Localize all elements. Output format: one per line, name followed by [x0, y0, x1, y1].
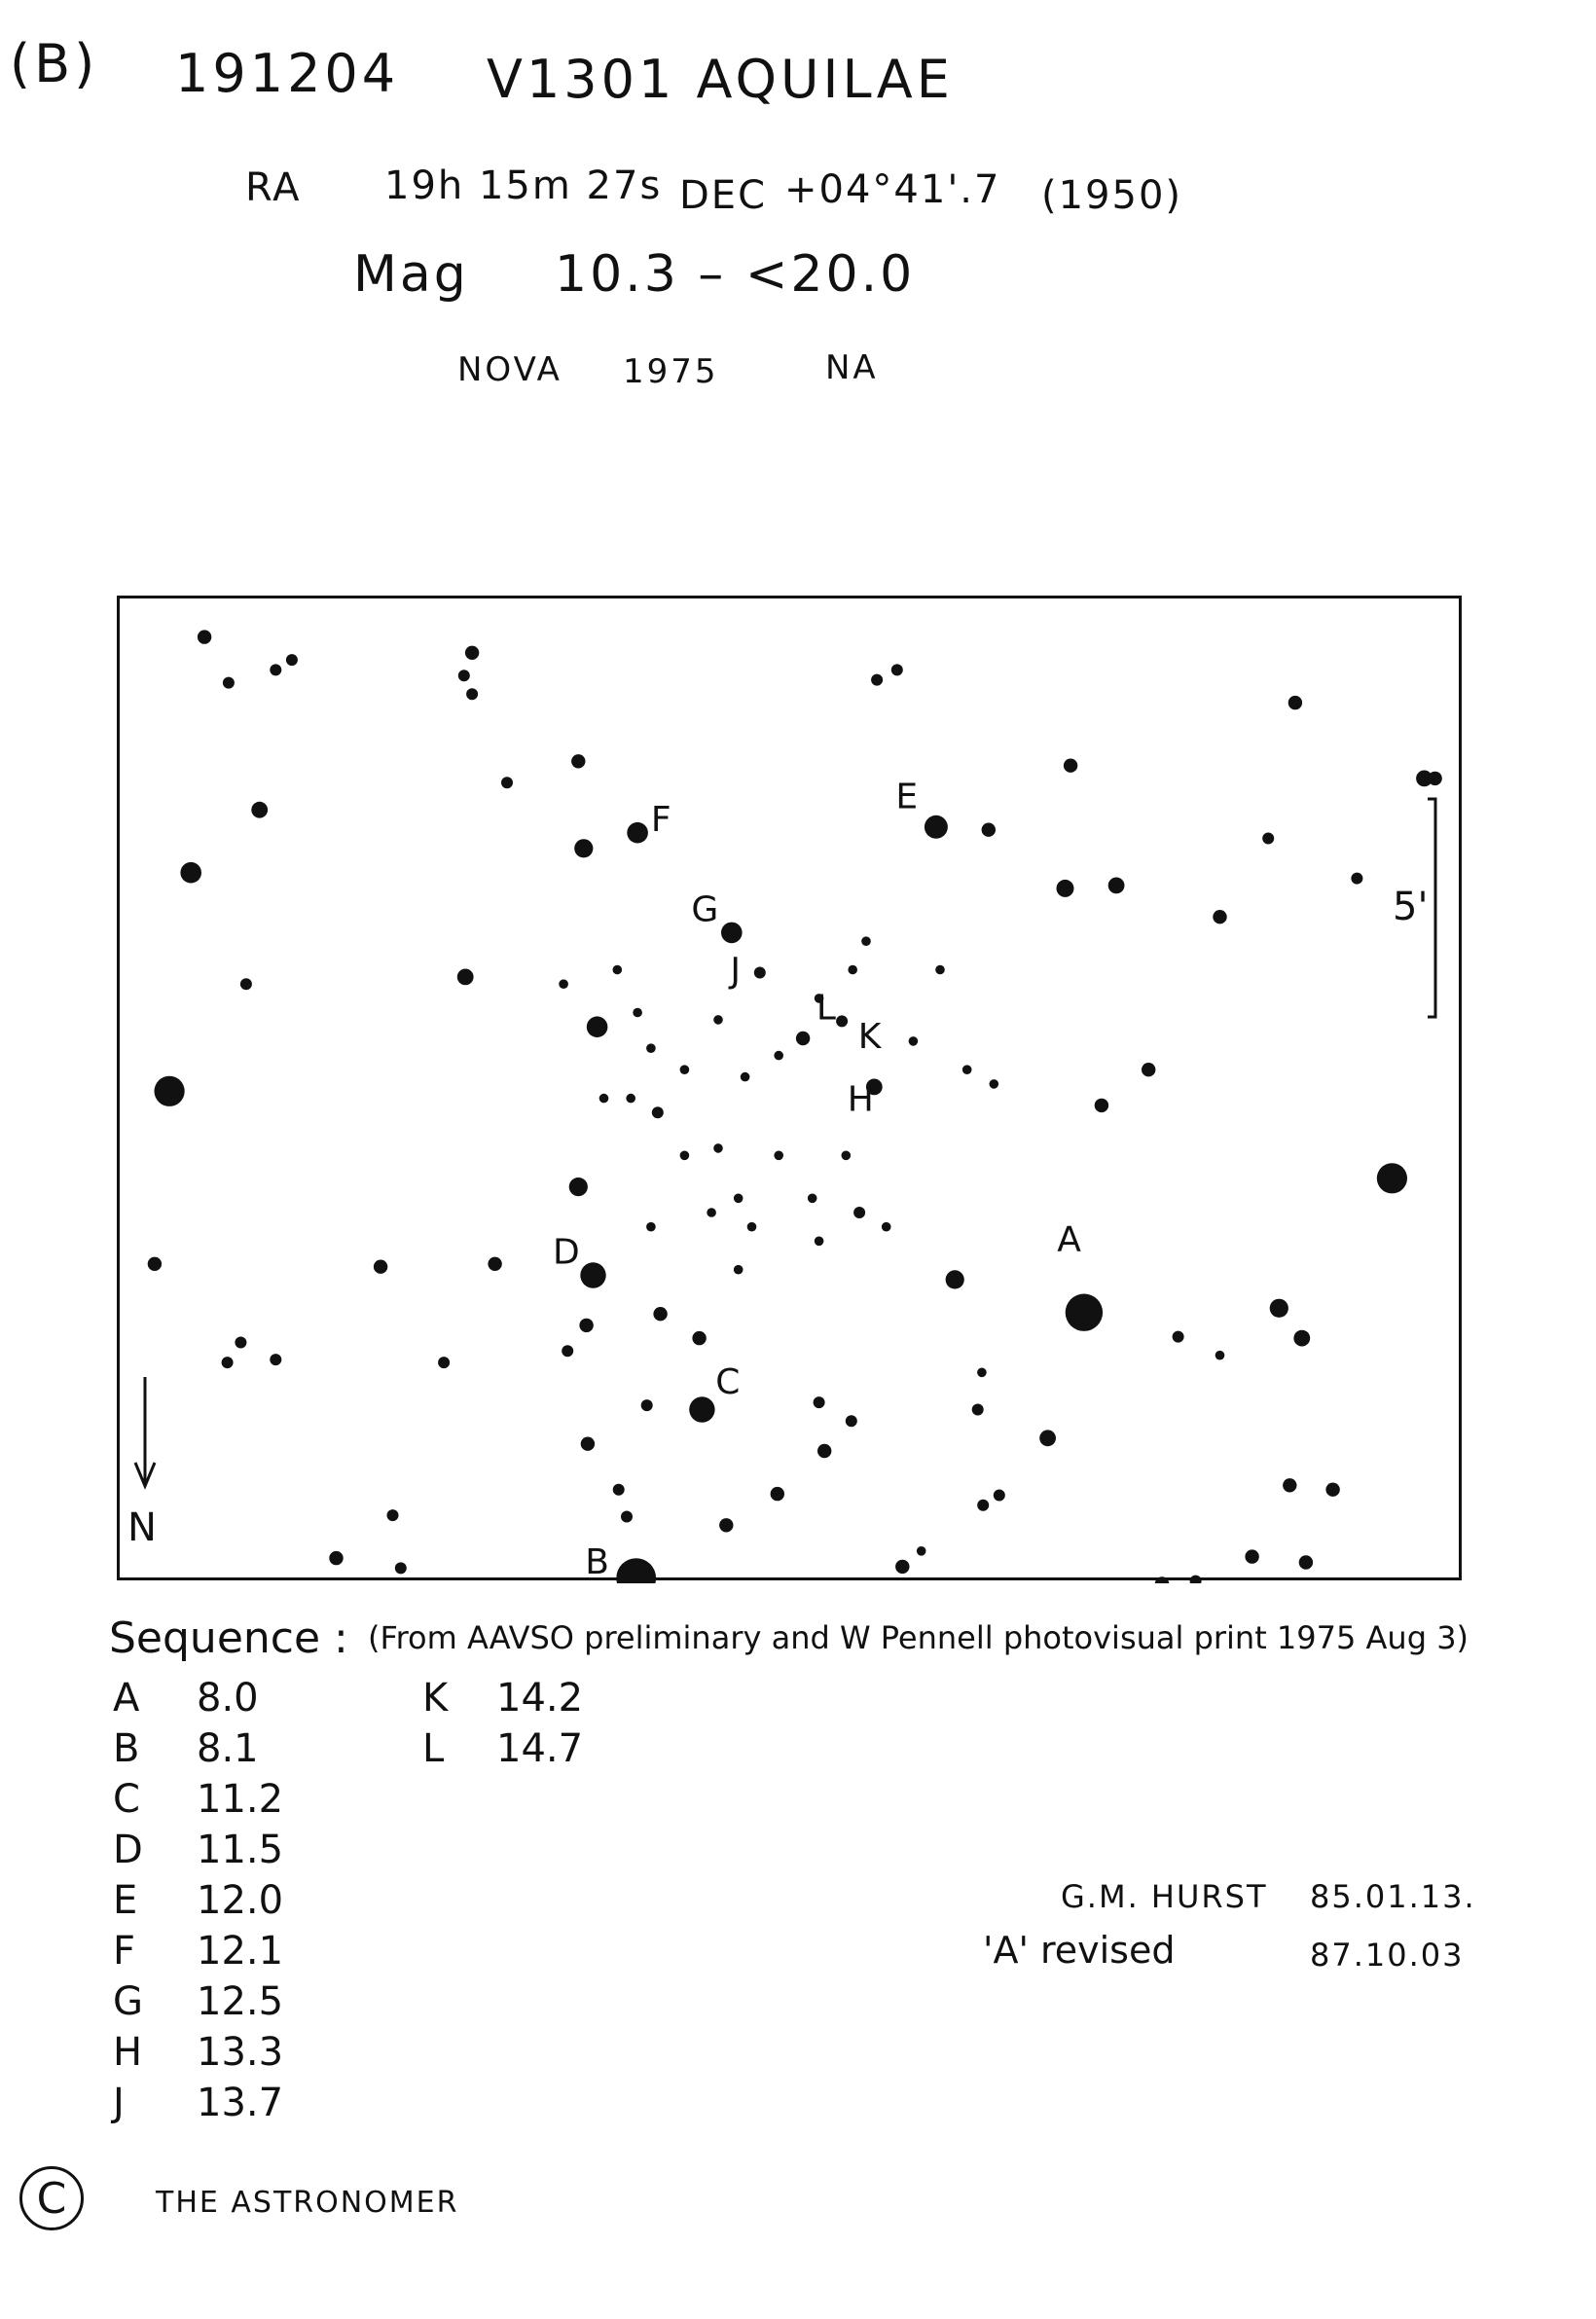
- star: [1190, 1576, 1202, 1583]
- sequence-letter: J: [113, 2081, 125, 2125]
- star-label-g: G: [691, 889, 719, 930]
- star: [562, 1345, 573, 1357]
- star: [641, 1399, 653, 1411]
- star: [741, 1072, 750, 1082]
- star: [1173, 1331, 1184, 1343]
- star: [990, 1079, 999, 1089]
- sequence-source-note: (From AAVSO preliminary and W Pennell photovisual print 1975 Aug 3): [368, 1619, 1469, 1656]
- star: [329, 1551, 343, 1565]
- dec-label: DEC: [679, 173, 768, 218]
- sequence-magnitude: 12.5: [197, 1979, 284, 2024]
- scale-bar: [1393, 799, 1435, 1017]
- stars-layer: [148, 630, 1442, 1583]
- sequence-letter: D: [113, 1828, 143, 1872]
- sequence-magnitude: 14.7: [496, 1726, 584, 1771]
- star-labels-layer: [553, 777, 1081, 1582]
- sequence-entry: [113, 1676, 259, 1721]
- star: [1095, 1099, 1108, 1112]
- sequence-letter: G: [113, 1979, 143, 2024]
- star: [909, 1036, 919, 1046]
- sequence-entry: [113, 2030, 283, 2075]
- sequence-entry: [113, 1828, 283, 1872]
- star: [501, 777, 513, 788]
- sequence-magnitude: 8.0: [197, 1676, 259, 1721]
- sequence-title: Sequence :: [109, 1613, 348, 1663]
- star: [1057, 880, 1074, 897]
- star: [559, 979, 568, 989]
- star: [771, 1487, 784, 1501]
- star: [1283, 1478, 1296, 1492]
- sequence-letter: K: [422, 1676, 449, 1721]
- author-date: 85.01.13.: [1310, 1878, 1476, 1915]
- star: [707, 1208, 716, 1217]
- sequence-magnitude: 8.1: [197, 1726, 259, 1771]
- star-name: V1301 AQUILAE: [487, 49, 954, 110]
- copyright-symbol: C: [19, 2166, 84, 2230]
- north-label: N: [127, 1505, 157, 1550]
- star: [817, 1444, 831, 1458]
- star: [488, 1257, 501, 1271]
- nova-year: 1975: [623, 352, 719, 391]
- star-b: [616, 1558, 656, 1583]
- star: [613, 965, 623, 975]
- sequence-magnitude: 14.2: [496, 1676, 584, 1721]
- star: [1270, 1299, 1288, 1318]
- star: [465, 646, 479, 660]
- sequence-magnitude: 13.3: [197, 2030, 284, 2075]
- star-label-f: F: [650, 799, 671, 840]
- revised-date: 87.10.03: [1310, 1937, 1465, 1974]
- star: [652, 1106, 664, 1118]
- nova-label: NOVA: [457, 350, 562, 389]
- star: [815, 1237, 824, 1247]
- star: [962, 1065, 972, 1074]
- sequence-magnitude: 11.2: [197, 1777, 284, 1822]
- star: [286, 654, 298, 666]
- star: [222, 1357, 234, 1368]
- star: [680, 1065, 690, 1074]
- star-label-e: E: [895, 777, 919, 817]
- star: [814, 1396, 825, 1408]
- star: [633, 1008, 642, 1018]
- star: [599, 1094, 609, 1104]
- star: [1213, 910, 1226, 924]
- star: [1064, 759, 1077, 773]
- scale-label: 5': [1393, 885, 1429, 929]
- star: [774, 1151, 783, 1161]
- nova-reference: NA: [825, 348, 879, 387]
- star: [148, 1257, 162, 1271]
- star: [571, 754, 585, 768]
- star-a: [1066, 1294, 1103, 1331]
- author: G.M. HURST: [1061, 1878, 1268, 1915]
- mag-range: 10.3 – <20.0: [555, 245, 916, 304]
- sequence-entry: [113, 1929, 283, 1974]
- sequence-magnitude: 13.7: [197, 2081, 284, 2125]
- star: [155, 1076, 185, 1106]
- star: [1288, 696, 1302, 709]
- sequence-letter: C: [113, 1777, 140, 1822]
- epoch: (1950): [1041, 173, 1183, 218]
- sequence-letter: E: [113, 1878, 138, 1923]
- star: [653, 1307, 667, 1321]
- star-f: [627, 822, 648, 844]
- star: [198, 630, 211, 643]
- star-field: [120, 598, 1465, 1583]
- star-label-j: J: [730, 951, 742, 992]
- star: [1351, 873, 1362, 885]
- star-label-a: A: [1057, 1219, 1081, 1260]
- star-j: [754, 967, 766, 979]
- star: [646, 1043, 656, 1053]
- star: [270, 664, 281, 675]
- star: [917, 1546, 926, 1556]
- star-e: [925, 815, 948, 839]
- star: [581, 1437, 595, 1451]
- star: [574, 839, 593, 857]
- star-k: [836, 1015, 848, 1027]
- star: [1155, 1576, 1169, 1583]
- star: [1142, 1063, 1155, 1076]
- sequence-entry: [113, 2081, 283, 2125]
- star: [458, 670, 470, 681]
- star-chart: [117, 596, 1462, 1580]
- star: [680, 1151, 690, 1161]
- star: [713, 1015, 723, 1025]
- star: [270, 1354, 281, 1365]
- star-c: [689, 1396, 714, 1422]
- star: [223, 677, 235, 689]
- star: [982, 823, 996, 837]
- star: [251, 802, 268, 818]
- star: [1262, 833, 1274, 845]
- sequence-letter: L: [422, 1726, 445, 1771]
- publisher: THE ASTRONOMER: [156, 2186, 459, 2220]
- star-label-h: H: [847, 1079, 874, 1120]
- star: [438, 1357, 450, 1368]
- star: [579, 1319, 593, 1332]
- star: [1428, 772, 1441, 785]
- star: [747, 1222, 757, 1232]
- sequence-letter: A: [113, 1676, 140, 1721]
- star: [846, 1415, 857, 1427]
- star: [977, 1368, 987, 1378]
- star: [374, 1260, 387, 1274]
- star: [626, 1094, 635, 1104]
- star-l: [796, 1032, 810, 1045]
- sequence-magnitude: 12.1: [197, 1929, 284, 1974]
- star-label-l: L: [816, 988, 836, 1029]
- ra-label: RA: [245, 165, 302, 210]
- chart-label: (B): [10, 33, 99, 94]
- sequence-letter: H: [113, 2030, 143, 2075]
- star: [713, 1143, 723, 1153]
- star: [569, 1178, 588, 1196]
- star: [935, 965, 945, 975]
- star: [240, 978, 252, 990]
- sequence-letter: B: [113, 1726, 140, 1771]
- sequence-magnitude: 11.5: [197, 1828, 284, 1872]
- star: [719, 1518, 733, 1532]
- star: [1293, 1330, 1310, 1347]
- sequence-entry: [113, 1726, 259, 1771]
- star: [946, 1270, 964, 1288]
- star: [1377, 1163, 1407, 1193]
- star-label-k: K: [857, 1017, 882, 1057]
- designation: 191204: [175, 43, 400, 104]
- star: [457, 969, 474, 986]
- star-label-d: D: [553, 1232, 580, 1273]
- star: [848, 965, 857, 975]
- star: [861, 936, 871, 946]
- star: [1215, 1351, 1225, 1360]
- star: [692, 1331, 706, 1345]
- star: [1108, 878, 1125, 894]
- star: [895, 1560, 909, 1574]
- star: [972, 1404, 984, 1416]
- mag-label: Mag: [353, 245, 469, 304]
- star: [1325, 1483, 1339, 1497]
- sequence-entry: [113, 1979, 283, 2024]
- star: [395, 1562, 407, 1574]
- star: [1039, 1430, 1056, 1446]
- star-label-b: B: [585, 1542, 609, 1582]
- star: [808, 1194, 817, 1204]
- sequence-entry: [113, 1777, 283, 1822]
- star-d: [580, 1262, 605, 1287]
- sequence-magnitude: 12.0: [197, 1878, 284, 1923]
- star: [180, 862, 201, 884]
- star: [994, 1490, 1005, 1502]
- star: [853, 1207, 865, 1218]
- sequence-entry: [113, 1878, 283, 1923]
- star-label-c: C: [715, 1362, 741, 1403]
- star: [842, 1151, 852, 1161]
- star: [587, 1016, 608, 1037]
- star: [387, 1509, 399, 1521]
- dec-value: +04°41'.7: [784, 167, 1001, 212]
- north-arrow: [127, 1377, 157, 1550]
- star: [613, 1484, 625, 1496]
- star: [1299, 1555, 1313, 1569]
- star: [871, 674, 883, 686]
- sequence-letter: F: [113, 1929, 136, 1974]
- star: [891, 664, 903, 675]
- ra-value: 19h 15m 27s: [384, 163, 663, 208]
- star: [774, 1051, 783, 1061]
- star-g: [721, 923, 743, 944]
- star: [466, 688, 478, 700]
- star: [977, 1500, 989, 1511]
- star: [734, 1265, 744, 1275]
- star: [1245, 1549, 1258, 1563]
- star: [621, 1511, 633, 1523]
- star: [235, 1337, 246, 1349]
- sequence-entry: [422, 1726, 583, 1771]
- revised-label: 'A' revised: [983, 1929, 1176, 1972]
- star: [646, 1222, 656, 1232]
- sequence-entry: [422, 1676, 583, 1721]
- star: [882, 1222, 891, 1232]
- star: [734, 1194, 744, 1204]
